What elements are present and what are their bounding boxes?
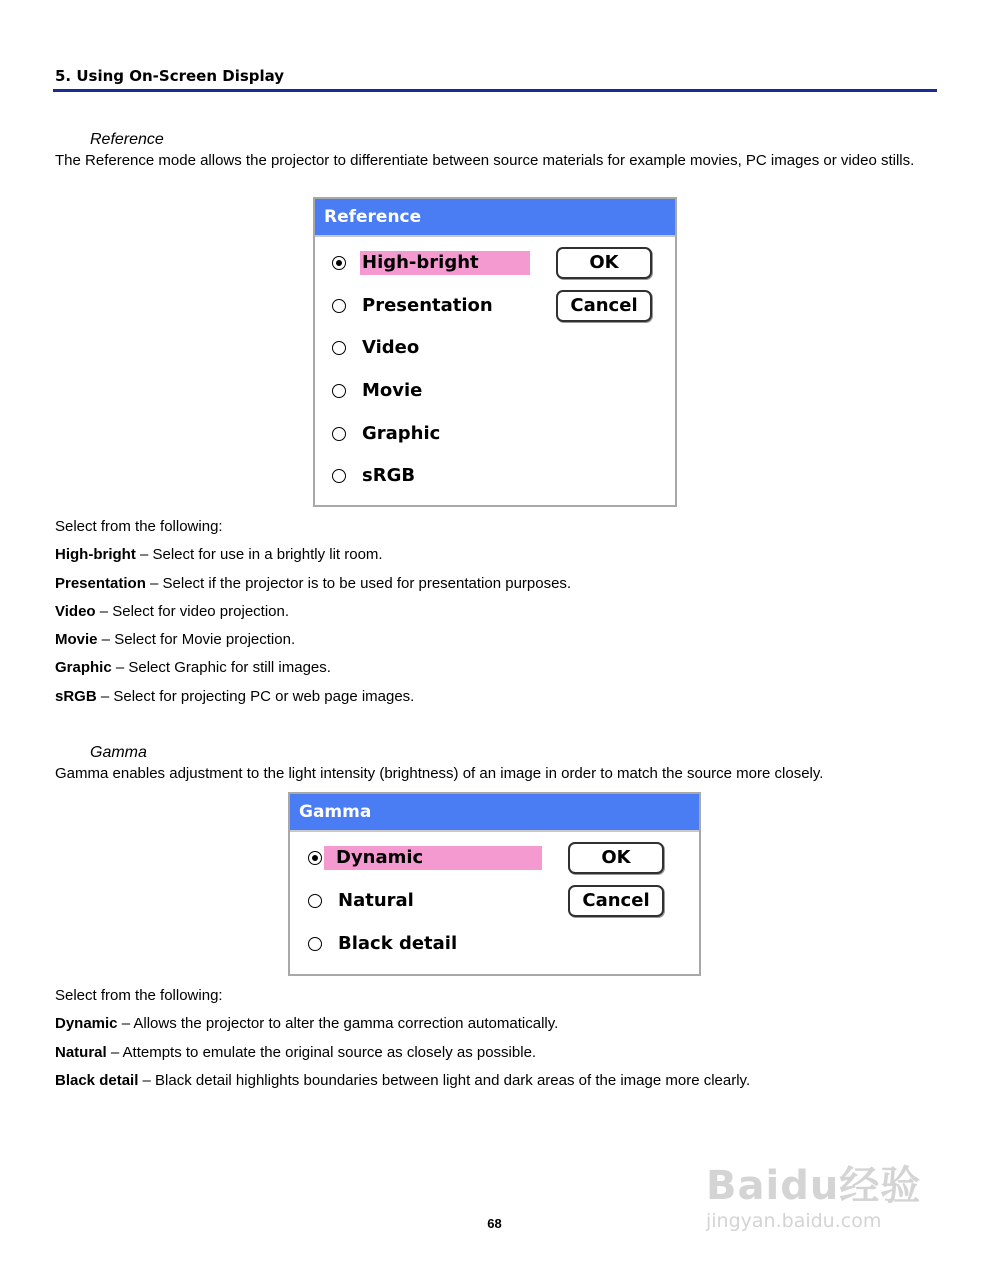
gamma-option-label: Natural (338, 890, 414, 911)
reference-option-label: Movie (362, 380, 423, 401)
gamma-option-label: Black detail (338, 933, 458, 954)
reference-option-high-bright[interactable] (332, 251, 532, 277)
gamma-option-list (55, 982, 935, 1095)
list-item (55, 683, 935, 711)
list-item-text: – Select for use in a brightly lit room. (135, 546, 383, 564)
list-item-text: – Allows the projector to alter the gamma correction automatically. (117, 1015, 559, 1033)
gamma-option-natural[interactable] (308, 889, 548, 915)
list-item-term: High-bright (55, 546, 136, 564)
list-item-text: – Select for Movie projection. (97, 631, 296, 649)
list-item-term: Natural (55, 1043, 107, 1061)
radio-selected-icon (308, 851, 322, 865)
reference-option-video[interactable] (332, 336, 532, 362)
gamma-option-dynamic[interactable] (308, 846, 548, 872)
list-item-term: Presentation (55, 574, 146, 592)
watermark-logo: Baidu经验 (706, 1163, 922, 1209)
header-rule (53, 89, 937, 92)
list-item (55, 541, 935, 569)
gamma-option-label: Dynamic (324, 846, 542, 870)
gamma-dialog-title: Gamma (290, 794, 699, 832)
reference-select-intro: Select from the following: (55, 518, 223, 535)
list-item-term: Black detail (55, 1071, 139, 1089)
reference-option-list (55, 513, 935, 711)
radio-icon (332, 384, 346, 398)
reference-dialog (313, 197, 677, 507)
list-item-term: Video (55, 602, 96, 620)
list-item (55, 598, 935, 626)
gamma-dialog (288, 792, 701, 976)
radio-selected-icon (332, 256, 346, 270)
list-item (55, 1067, 935, 1095)
list-item (55, 654, 935, 682)
list-item (55, 570, 935, 598)
reference-option-movie[interactable] (332, 379, 532, 405)
list-item-term: Movie (55, 631, 98, 649)
reference-cancel-button[interactable]: Cancel (556, 290, 652, 322)
gamma-ok-button[interactable]: OK (568, 842, 664, 874)
reference-option-label: High-bright (360, 251, 530, 275)
list-item-text: – Select Graphic for still images. (111, 659, 331, 677)
gamma-description: Gamma enables adjustment to the light intensity (brightness) of an image in order to match the source more closely. (55, 765, 824, 782)
list-item (55, 1010, 935, 1038)
list-item-term: Dynamic (55, 1015, 118, 1033)
page-number: 68 (487, 1216, 502, 1231)
list-item-text: – Select for projecting PC or web page images. (96, 687, 415, 705)
list-item-term: sRGB (55, 687, 97, 705)
gamma-section-title: Gamma (90, 744, 147, 761)
reference-option-graphic[interactable] (332, 422, 532, 448)
reference-option-label: Video (362, 337, 420, 358)
header-title: 5. Using On-Screen Display (55, 67, 285, 85)
reference-option-presentation[interactable] (332, 294, 532, 320)
watermark (700, 1140, 940, 1250)
radio-icon (308, 894, 322, 908)
list-item-text: – Black detail highlights boundaries between light and dark areas of the image more clearly. (138, 1071, 751, 1089)
gamma-cancel-button[interactable]: Cancel (568, 885, 664, 917)
watermark-url: jingyan.baidu.com (706, 1210, 882, 1232)
radio-icon (332, 299, 346, 313)
radio-icon (308, 937, 322, 951)
list-item (55, 1039, 935, 1067)
reference-description: The Reference mode allows the projector to differentiate between source materials for example movies, PC images or video stills. (55, 152, 915, 169)
reference-ok-button[interactable]: OK (556, 247, 652, 279)
reference-dialog-title: Reference (315, 199, 675, 237)
list-item-text: – Select if the projector is to be used for presentation purposes. (145, 574, 572, 592)
radio-icon (332, 341, 346, 355)
radio-icon (332, 469, 346, 483)
reference-section-title: Reference (90, 131, 164, 148)
list-item-text: – Select for video projection. (95, 602, 290, 620)
reference-option-srgb[interactable] (332, 464, 532, 490)
list-item-text: – Attempts to emulate the original source as closely as possible. (106, 1043, 537, 1061)
radio-icon (332, 427, 346, 441)
reference-option-label: sRGB (362, 465, 416, 486)
list-item-term: Graphic (55, 659, 112, 677)
list-item (55, 626, 935, 654)
gamma-select-intro: Select from the following: (55, 987, 223, 1004)
gamma-option-black-detail[interactable] (308, 932, 548, 958)
reference-option-label: Presentation (362, 295, 493, 316)
reference-option-label: Graphic (362, 423, 441, 444)
